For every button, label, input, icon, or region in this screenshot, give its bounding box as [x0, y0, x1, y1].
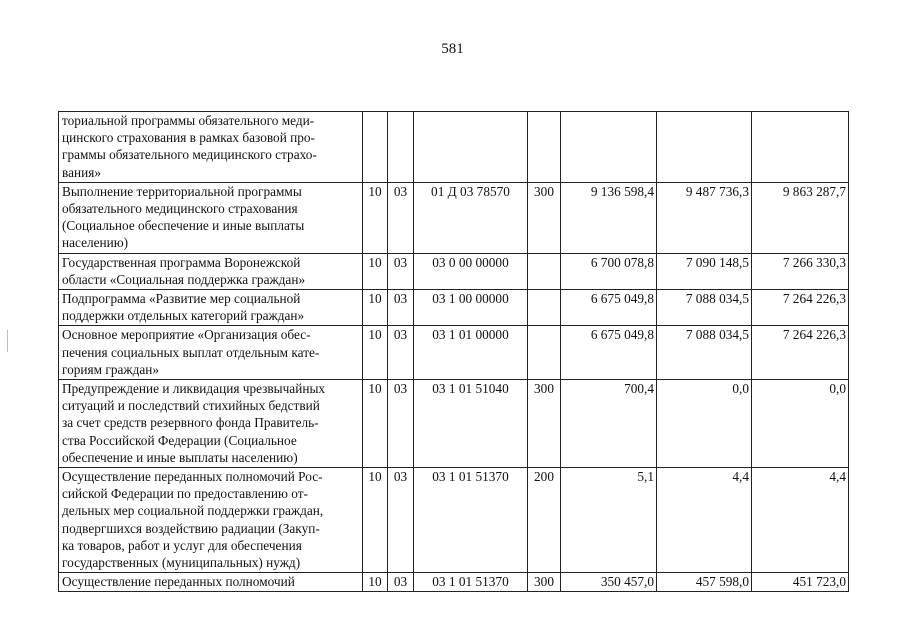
target-article-cell: 03 1 01 51040	[414, 380, 528, 468]
amount-year1-cell: 350 457,0	[561, 573, 657, 592]
row-name-line: Подпрограмма «Развитие мер социальной	[62, 291, 301, 307]
row-name-cell	[59, 112, 363, 183]
row-name-cell	[59, 253, 363, 289]
row-name-line: ка товаров, работ и услуг для обеспечения	[62, 537, 302, 553]
row-name-line: ства Российской Федерации (Социальное	[62, 432, 297, 448]
amount-year2-cell: 7 088 034,5	[657, 326, 752, 380]
target-article-cell: 01 Д 03 78570	[414, 182, 528, 253]
amount-year3-cell: 7 266 330,3	[752, 253, 849, 289]
table-row	[59, 380, 849, 468]
row-name-line: Осуществление переданных полномочий	[62, 574, 295, 590]
row-name-cell	[59, 573, 363, 592]
amount-year3-cell: 0,0	[752, 380, 849, 468]
row-name-line: населению)	[62, 235, 129, 251]
section-code-cell: 10	[363, 573, 388, 592]
amount-year3-cell	[752, 112, 849, 183]
expense-type-cell	[528, 112, 561, 183]
amount-year3-cell: 451 723,0	[752, 573, 849, 592]
amount-year1-cell: 9 136 598,4	[561, 182, 657, 253]
row-name-line: сийской Федерации по предоставлению от-	[62, 486, 308, 502]
target-article-cell	[414, 112, 528, 183]
table-row	[59, 468, 849, 573]
row-name-line: печения социальных выплат отдельным кате-	[62, 344, 320, 360]
table-row	[59, 573, 849, 592]
section-code-cell: 10	[363, 253, 388, 289]
row-name-line: дельных мер социальной поддержки граждан,	[62, 503, 324, 519]
target-article-cell: 03 0 00 00000	[414, 253, 528, 289]
amount-year3-cell: 9 863 287,7	[752, 182, 849, 253]
budget-table	[58, 111, 849, 592]
row-name-line: поддержки отдельных категорий граждан»	[62, 308, 305, 324]
subsection-code-cell: 03	[388, 290, 414, 326]
section-code-cell: 10	[363, 182, 388, 253]
expense-type-cell: 300	[528, 182, 561, 253]
amount-year1-cell: 6 675 049,8	[561, 326, 657, 380]
row-name-line: граммы обязательного медицинского страхо-	[62, 147, 317, 163]
expense-type-cell: 300	[528, 380, 561, 468]
amount-year2-cell: 7 088 034,5	[657, 290, 752, 326]
amount-year1-cell: 700,4	[561, 380, 657, 468]
row-name-line: (Социальное обеспечение и иные выплаты	[62, 218, 305, 234]
row-name-cell	[59, 326, 363, 380]
amount-year2-cell: 4,4	[657, 468, 752, 573]
row-name-line: ситуаций и последствий стихийных бедствий	[62, 398, 320, 414]
row-name-line: за счет средств резервного фонда Правитель-	[62, 415, 319, 431]
row-name-line: Осуществление переданных полномочий Рос-	[62, 469, 323, 485]
expense-type-cell: 300	[528, 573, 561, 592]
row-name-line: Государственная программа Воронежской	[62, 254, 301, 270]
target-article-cell: 03 1 01 51370	[414, 468, 528, 573]
subsection-code-cell	[388, 112, 414, 183]
target-article-cell: 03 1 01 51370	[414, 573, 528, 592]
expense-type-cell	[528, 253, 561, 289]
section-code-cell: 10	[363, 326, 388, 380]
table-row	[59, 290, 849, 326]
amount-year3-cell: 7 264 226,3	[752, 290, 849, 326]
section-code-cell: 10	[363, 290, 388, 326]
amount-year1-cell: 6 675 049,8	[561, 290, 657, 326]
subsection-code-cell: 03	[388, 380, 414, 468]
amount-year2-cell: 9 487 736,3	[657, 182, 752, 253]
amount-year3-cell: 4,4	[752, 468, 849, 573]
target-article-cell: 03 1 01 00000	[414, 326, 528, 380]
row-name-line: Предупреждение и ликвидация чрезвычайных	[62, 381, 326, 397]
expense-type-cell: 200	[528, 468, 561, 573]
amount-year2-cell: 457 598,0	[657, 573, 752, 592]
page-number: 581	[441, 41, 464, 57]
row-name-line: Выполнение территориальной программы	[62, 183, 302, 199]
amount-year2-cell	[657, 112, 752, 183]
subsection-code-cell: 03	[388, 253, 414, 289]
expense-type-cell	[528, 326, 561, 380]
subsection-code-cell: 03	[388, 326, 414, 380]
amount-year3-cell: 7 264 226,3	[752, 326, 849, 380]
row-name-line: подвергшихся воздействию радиации (Закуп-	[62, 520, 320, 536]
row-name-line: вания»	[62, 164, 102, 180]
row-name-line: обязательного медицинского страхования	[62, 201, 298, 217]
amount-year1-cell: 6 700 078,8	[561, 253, 657, 289]
table-row	[59, 326, 849, 380]
amount-year2-cell: 0,0	[657, 380, 752, 468]
section-code-cell: 10	[363, 468, 388, 573]
table-row	[59, 253, 849, 289]
amount-year1-cell: 5,1	[561, 468, 657, 573]
row-name-cell	[59, 468, 363, 573]
row-name-line: области «Социальная поддержка граждан»	[62, 271, 306, 287]
table-row	[59, 182, 849, 253]
amount-year2-cell: 7 090 148,5	[657, 253, 752, 289]
table-body	[59, 112, 849, 592]
row-name-line: Основное мероприятие «Организация обес-	[62, 327, 311, 343]
row-name-line: ториальной программы обязательного меди-	[62, 113, 315, 128]
row-name-line: цинского страхования в рамках базовой про-	[62, 130, 315, 146]
table-row	[59, 112, 849, 183]
subsection-code-cell: 03	[388, 573, 414, 592]
row-name-cell	[59, 182, 363, 253]
row-name-cell	[59, 380, 363, 468]
row-name-line: обеспечение и иные выплаты населению)	[62, 449, 298, 465]
margin-mark	[7, 330, 8, 352]
amount-year1-cell	[561, 112, 657, 183]
subsection-code-cell: 03	[388, 468, 414, 573]
section-code-cell	[363, 112, 388, 183]
row-name-line: гориям граждан»	[62, 361, 160, 377]
row-name-line: государственных (муниципальных) нужд)	[62, 555, 301, 571]
subsection-code-cell: 03	[388, 182, 414, 253]
expense-type-cell	[528, 290, 561, 326]
target-article-cell: 03 1 00 00000	[414, 290, 528, 326]
section-code-cell: 10	[363, 380, 388, 468]
row-name-cell	[59, 290, 363, 326]
